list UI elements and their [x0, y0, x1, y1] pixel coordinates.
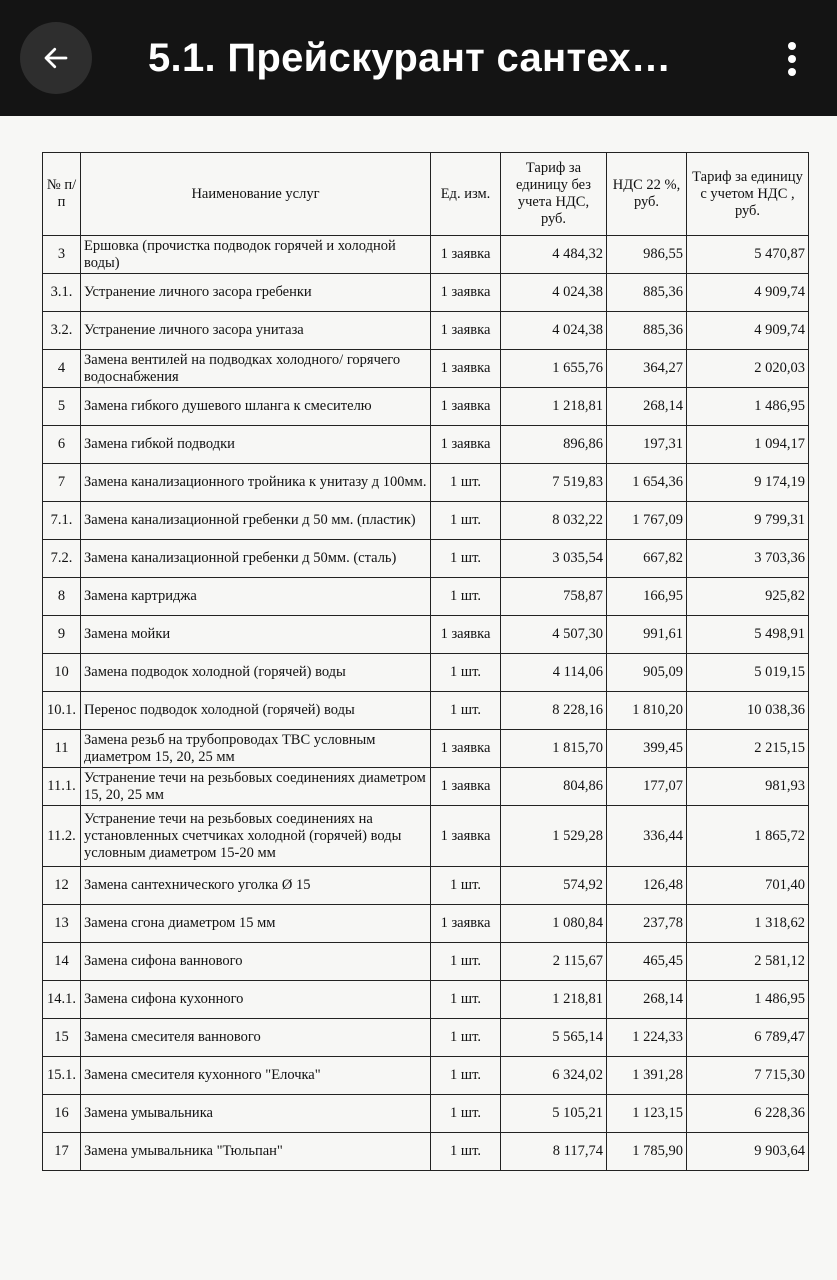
- price-without-vat: 1 815,70: [501, 730, 607, 768]
- vat-amount: 885,36: [607, 274, 687, 312]
- vat-amount: 1 654,36: [607, 464, 687, 502]
- table-header-row: [43, 153, 809, 236]
- column-header: НДС 22 %, руб.: [607, 153, 687, 236]
- price-without-vat: 6 324,02: [501, 1057, 607, 1095]
- service-name: Замена резьб на трубопроводах ТВС условным диаметром 15, 20, 25 мм: [81, 730, 431, 768]
- app-bar: [0, 0, 837, 116]
- row-number: 4: [43, 350, 81, 388]
- row-number: 7.2.: [43, 540, 81, 578]
- price-with-vat: 1 318,62: [687, 905, 809, 943]
- service-name: Замена гибкой подводки: [81, 426, 431, 464]
- price-with-vat: 5 470,87: [687, 236, 809, 274]
- vat-amount: 268,14: [607, 981, 687, 1019]
- row-number: 5: [43, 388, 81, 426]
- unit-measure: 1 шт.: [431, 654, 501, 692]
- service-name: Замена смесителя кухонного "Елочка": [81, 1057, 431, 1095]
- row-number: 10: [43, 654, 81, 692]
- table-row: [43, 943, 809, 981]
- more-vertical-icon: [787, 41, 797, 77]
- price-without-vat: 1 218,81: [501, 981, 607, 1019]
- row-number: 17: [43, 1133, 81, 1171]
- service-name: Устранение течи на резьбовых соединениях на установленных счетчиках холодной (горячей) воды условным диаметром 15-20 мм: [81, 806, 431, 867]
- row-number: 3: [43, 236, 81, 274]
- table-row: [43, 236, 809, 274]
- unit-measure: 1 шт.: [431, 867, 501, 905]
- row-number: 3.2.: [43, 312, 81, 350]
- unit-measure: 1 заявка: [431, 426, 501, 464]
- table-row: [43, 768, 809, 806]
- price-without-vat: 4 507,30: [501, 616, 607, 654]
- price-without-vat: 804,86: [501, 768, 607, 806]
- unit-measure: 1 заявка: [431, 312, 501, 350]
- table-row: [43, 692, 809, 730]
- price-with-vat: 701,40: [687, 867, 809, 905]
- price-with-vat: 981,93: [687, 768, 809, 806]
- unit-measure: 1 заявка: [431, 388, 501, 426]
- price-without-vat: 8 032,22: [501, 502, 607, 540]
- vat-amount: 166,95: [607, 578, 687, 616]
- row-number: 3.1.: [43, 274, 81, 312]
- price-with-vat: 1 486,95: [687, 981, 809, 1019]
- vat-amount: 1 391,28: [607, 1057, 687, 1095]
- table-row: [43, 981, 809, 1019]
- price-without-vat: 5 105,21: [501, 1095, 607, 1133]
- row-number: 7: [43, 464, 81, 502]
- vat-amount: 268,14: [607, 388, 687, 426]
- unit-measure: 1 шт.: [431, 578, 501, 616]
- row-number: 9: [43, 616, 81, 654]
- vat-amount: 336,44: [607, 806, 687, 867]
- table-row: [43, 540, 809, 578]
- unit-measure: 1 шт.: [431, 943, 501, 981]
- unit-measure: 1 шт.: [431, 1057, 501, 1095]
- table-row: [43, 578, 809, 616]
- service-name: Перенос подводок холодной (горячей) воды: [81, 692, 431, 730]
- price-with-vat: 9 799,31: [687, 502, 809, 540]
- price-without-vat: 4 024,38: [501, 274, 607, 312]
- vat-amount: 1 224,33: [607, 1019, 687, 1057]
- table-row: [43, 426, 809, 464]
- vat-amount: 237,78: [607, 905, 687, 943]
- document-view[interactable]: [0, 116, 837, 1280]
- back-button[interactable]: [20, 22, 92, 94]
- service-name: Замена мойки: [81, 616, 431, 654]
- price-with-vat: 2 581,12: [687, 943, 809, 981]
- unit-measure: 1 шт.: [431, 464, 501, 502]
- vat-amount: 1 810,20: [607, 692, 687, 730]
- service-name: Замена сифона кухонного: [81, 981, 431, 1019]
- unit-measure: 1 шт.: [431, 1095, 501, 1133]
- price-without-vat: 4 114,06: [501, 654, 607, 692]
- table-row: [43, 867, 809, 905]
- price-without-vat: 3 035,54: [501, 540, 607, 578]
- table-row: [43, 1095, 809, 1133]
- price-with-vat: 5 498,91: [687, 616, 809, 654]
- price-with-vat: 1 865,72: [687, 806, 809, 867]
- row-number: 15: [43, 1019, 81, 1057]
- vat-amount: 177,07: [607, 768, 687, 806]
- price-with-vat: 1 094,17: [687, 426, 809, 464]
- price-without-vat: 5 565,14: [501, 1019, 607, 1057]
- price-with-vat: 9 903,64: [687, 1133, 809, 1171]
- price-without-vat: 574,92: [501, 867, 607, 905]
- unit-measure: 1 шт.: [431, 981, 501, 1019]
- table-row: [43, 464, 809, 502]
- price-without-vat: 8 228,16: [501, 692, 607, 730]
- vat-amount: 986,55: [607, 236, 687, 274]
- table-row: [43, 274, 809, 312]
- price-without-vat: 1 218,81: [501, 388, 607, 426]
- price-without-vat: 1 080,84: [501, 905, 607, 943]
- price-without-vat: 1 529,28: [501, 806, 607, 867]
- vat-amount: 667,82: [607, 540, 687, 578]
- unit-measure: 1 шт.: [431, 692, 501, 730]
- more-menu-button[interactable]: [770, 34, 814, 84]
- unit-measure: 1 заявка: [431, 350, 501, 388]
- table-row: [43, 730, 809, 768]
- service-name: Замена канализационной гребенки д 50мм. (сталь): [81, 540, 431, 578]
- vat-amount: 1 767,09: [607, 502, 687, 540]
- price-without-vat: 1 655,76: [501, 350, 607, 388]
- vat-amount: 905,09: [607, 654, 687, 692]
- row-number: 8: [43, 578, 81, 616]
- table-row: [43, 350, 809, 388]
- unit-measure: 1 шт.: [431, 1133, 501, 1171]
- price-with-vat: 9 174,19: [687, 464, 809, 502]
- row-number: 14.1.: [43, 981, 81, 1019]
- price-with-vat: 3 703,36: [687, 540, 809, 578]
- price-without-vat: 2 115,67: [501, 943, 607, 981]
- service-name: Замена сифона ваннового: [81, 943, 431, 981]
- price-without-vat: 4 484,32: [501, 236, 607, 274]
- column-header: № п/п: [43, 153, 81, 236]
- column-header: Ед. изм.: [431, 153, 501, 236]
- service-name: Замена умывальника: [81, 1095, 431, 1133]
- price-with-vat: 4 909,74: [687, 274, 809, 312]
- row-number: 16: [43, 1095, 81, 1133]
- vat-amount: 1 123,15: [607, 1095, 687, 1133]
- vat-amount: 126,48: [607, 867, 687, 905]
- row-number: 15.1.: [43, 1057, 81, 1095]
- unit-measure: 1 заявка: [431, 730, 501, 768]
- price-with-vat: 2 215,15: [687, 730, 809, 768]
- price-without-vat: 896,86: [501, 426, 607, 464]
- column-header: Тариф за единицу с учетом НДС , руб.: [687, 153, 809, 236]
- page-title: 5.1. Прейскурант сантех…: [148, 36, 672, 80]
- price-without-vat: 7 519,83: [501, 464, 607, 502]
- service-name: Замена сгона диаметром 15 мм: [81, 905, 431, 943]
- column-header: Наименование услуг: [81, 153, 431, 236]
- unit-measure: 1 заявка: [431, 768, 501, 806]
- service-name: Замена картриджа: [81, 578, 431, 616]
- service-name: Замена гибкого душевого шланга к смесителю: [81, 388, 431, 426]
- unit-measure: 1 заявка: [431, 274, 501, 312]
- row-number: 13: [43, 905, 81, 943]
- price-with-vat: 7 715,30: [687, 1057, 809, 1095]
- service-name: Замена вентилей на подводках холодного/ горячего водоснабжения: [81, 350, 431, 388]
- unit-measure: 1 шт.: [431, 502, 501, 540]
- unit-measure: 1 заявка: [431, 806, 501, 867]
- service-name: Замена подводок холодной (горячей) воды: [81, 654, 431, 692]
- row-number: 11.2.: [43, 806, 81, 867]
- table-row: [43, 654, 809, 692]
- service-name: Замена сантехнического уголка Ø 15: [81, 867, 431, 905]
- service-name: Устранение течи на резьбовых соединениях диаметром 15, 20, 25 мм: [81, 768, 431, 806]
- unit-measure: 1 заявка: [431, 236, 501, 274]
- price-without-vat: 4 024,38: [501, 312, 607, 350]
- service-name: Замена канализационной гребенки д 50 мм. (пластик): [81, 502, 431, 540]
- price-without-vat: 8 117,74: [501, 1133, 607, 1171]
- row-number: 11.1.: [43, 768, 81, 806]
- table-row: [43, 1019, 809, 1057]
- unit-measure: 1 шт.: [431, 1019, 501, 1057]
- service-name: Устранение личного засора гребенки: [81, 274, 431, 312]
- price-with-vat: 6 228,36: [687, 1095, 809, 1133]
- price-with-vat: 1 486,95: [687, 388, 809, 426]
- column-header: Тариф за единицу без учета НДС, руб.: [501, 153, 607, 236]
- table-row: [43, 388, 809, 426]
- row-number: 14: [43, 943, 81, 981]
- table-row: [43, 1133, 809, 1171]
- price-with-vat: 10 038,36: [687, 692, 809, 730]
- price-with-vat: 5 019,15: [687, 654, 809, 692]
- unit-measure: 1 заявка: [431, 616, 501, 654]
- service-name: Замена смесителя ваннового: [81, 1019, 431, 1057]
- table-row: [43, 1057, 809, 1095]
- row-number: 6: [43, 426, 81, 464]
- price-without-vat: 758,87: [501, 578, 607, 616]
- vat-amount: 1 785,90: [607, 1133, 687, 1171]
- service-name: Ершовка (прочистка подводок горячей и холодной воды): [81, 236, 431, 274]
- unit-measure: 1 шт.: [431, 540, 501, 578]
- table-row: [43, 312, 809, 350]
- row-number: 10.1.: [43, 692, 81, 730]
- table-row: [43, 806, 809, 867]
- price-table: [42, 152, 809, 1171]
- vat-amount: 885,36: [607, 312, 687, 350]
- arrow-left-icon: [41, 43, 71, 73]
- service-name: Замена канализационного тройника к унитазу д 100мм.: [81, 464, 431, 502]
- price-with-vat: 2 020,03: [687, 350, 809, 388]
- service-name: Замена умывальника "Тюльпан": [81, 1133, 431, 1171]
- row-number: 11: [43, 730, 81, 768]
- table-row: [43, 905, 809, 943]
- vat-amount: 399,45: [607, 730, 687, 768]
- vat-amount: 364,27: [607, 350, 687, 388]
- vat-amount: 197,31: [607, 426, 687, 464]
- vat-amount: 991,61: [607, 616, 687, 654]
- table-row: [43, 616, 809, 654]
- service-name: Устранение личного засора унитаза: [81, 312, 431, 350]
- unit-measure: 1 заявка: [431, 905, 501, 943]
- row-number: 7.1.: [43, 502, 81, 540]
- price-with-vat: 925,82: [687, 578, 809, 616]
- price-with-vat: 4 909,74: [687, 312, 809, 350]
- price-with-vat: 6 789,47: [687, 1019, 809, 1057]
- vat-amount: 465,45: [607, 943, 687, 981]
- table-row: [43, 502, 809, 540]
- row-number: 12: [43, 867, 81, 905]
